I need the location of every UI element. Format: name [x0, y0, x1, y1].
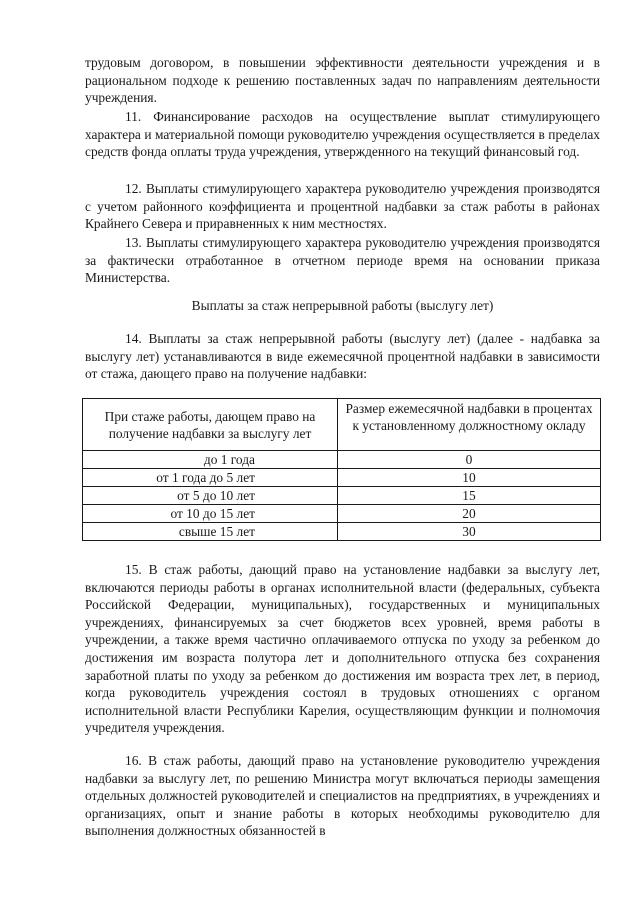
table-cell-period: от 1 года до 5 лет	[83, 469, 338, 487]
paragraph-11: 11. Финансирование расходов на осуществление выплат стимулирующего характера и материальной помощи руководителю учреждения осуществляется в пределах средств фонда оплаты труда учреждения, утвержденного на текущий финансовый год.	[85, 109, 600, 160]
paragraph-continuation: трудовым договором, в повышении эффективности деятельности учреждения и в рациональном подходе к решению поставленных задач по направлениям деятельности учреждения.	[85, 55, 600, 106]
table-row	[83, 469, 601, 487]
table-cell-period: свыше 15 лет	[83, 523, 338, 541]
table-header-bonus-size: Размер ежемесячной надбавки в процентах к установленному должностному окладу	[338, 399, 601, 451]
paragraph-12: 12. Выплаты стимулирующего характера руководителю учреждения производятся с учетом районного коэффициента и процентной надбавки за стаж работы в районах Крайнего Севера и приравненных к ним местностях.	[85, 181, 600, 232]
paragraph-14: 14. Выплаты за стаж непрерывной работы (выслугу лет) (далее - надбавка за выслугу лет) устанавливаются в виде ежемесячной процентной надбавки в зависимости от стажа, дающего право на получение надбавки:	[85, 331, 600, 382]
seniority-bonus-table	[82, 398, 601, 541]
table-cell-percent: 20	[338, 505, 601, 523]
paragraph-13: 13. Выплаты стимулирующего характера руководителю учреждения производятся за фактически отработанное в отчетном периоде время на основании приказа Министерства.	[85, 235, 600, 286]
table-row	[83, 523, 601, 541]
table-row	[83, 487, 601, 505]
paragraph-16: 16. В стаж работы, дающий право на установление руководителю учреждения надбавки за выслугу лет, по решению Министра могут включаться периоды замещения отдельных должностей руководителей и специалистов на предприятиях, в учреждениях и организациях, опыт и знание работы в которых необходимы руководителю для выполнения должностных обязанностей в	[85, 753, 600, 839]
table-cell-percent: 0	[338, 451, 601, 469]
table-cell-period: до 1 года	[83, 451, 338, 469]
paragraph-15: 15. В стаж работы, дающий право на установление надбавки за выслугу лет, включаются периоды работы в органах исполнительной власти (федеральных, субъекта Российской Федерации, муниципальных), государственных и муниципальных учреждениях, финансируемых за счет бюджетов всех уровней, время работы в учреждении, а также время частично оплачиваемого отпуска по уходу за ребенком до достижения им возраста полутора лет и дополнительного отпуска без сохранения заработной платы по уходу за ребенком до достижения им возраста трех лет, в период, когда руководитель учреждения состоял в трудовых отношениях с органом исполнительной власти Республики Карелия, осуществляющим функции и полномочия учредителя учреждения.	[85, 562, 600, 736]
table-cell-period: от 10 до 15 лет	[83, 505, 338, 523]
table-cell-period: от 5 до 10 лет	[83, 487, 338, 505]
section-heading: Выплаты за стаж непрерывной работы (выслугу лет)	[191, 298, 494, 313]
table-row	[83, 451, 601, 469]
table-header-row	[83, 399, 601, 451]
table-cell-percent: 30	[338, 523, 601, 541]
table-cell-percent: 15	[338, 487, 601, 505]
table-row	[83, 505, 601, 523]
table-header-experience: При стаже работы, дающем право на получение надбавки за выслугу лет	[83, 399, 338, 451]
table-cell-percent: 10	[338, 469, 601, 487]
